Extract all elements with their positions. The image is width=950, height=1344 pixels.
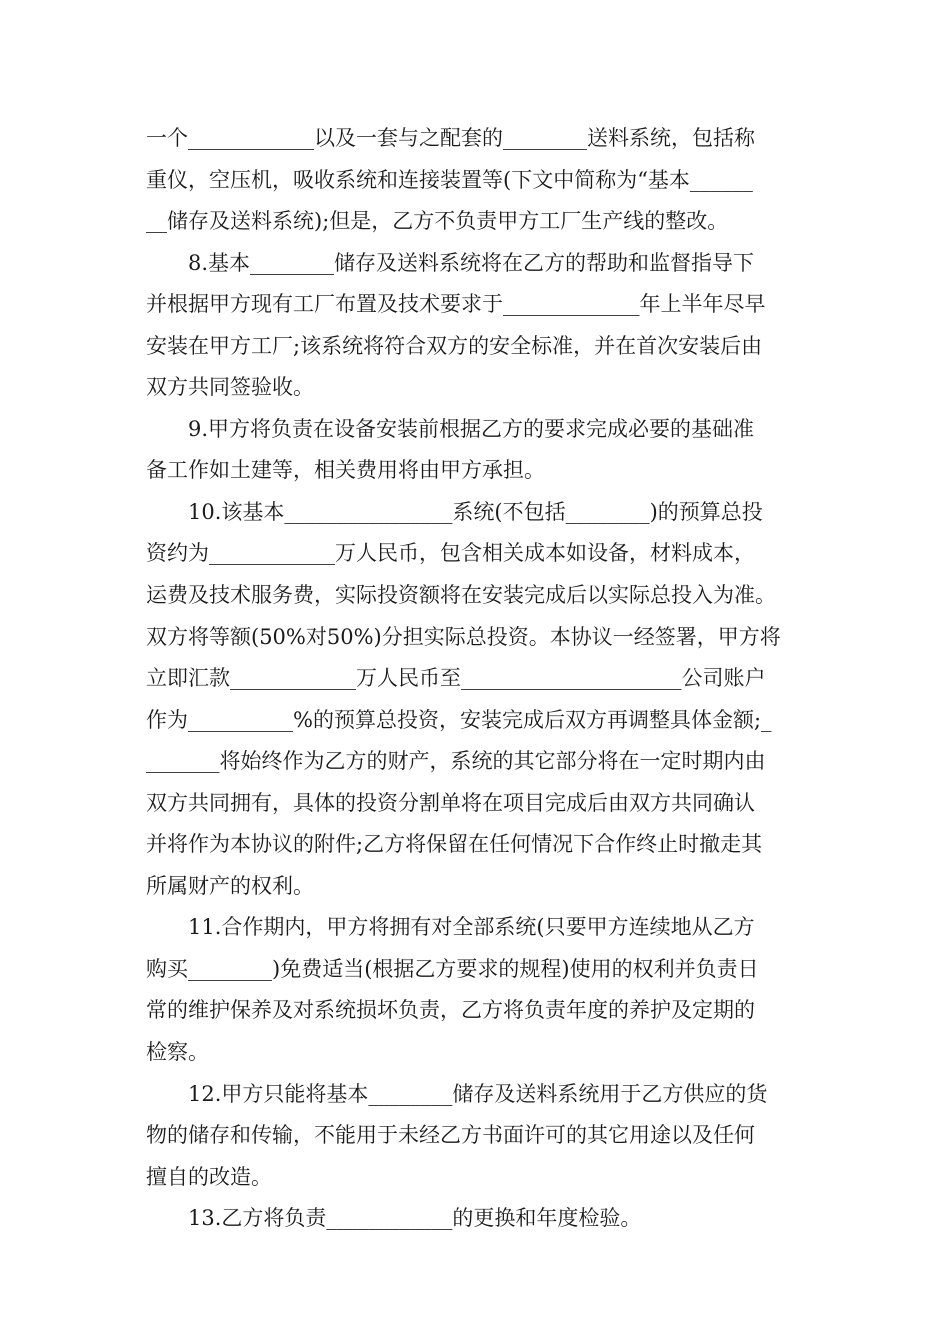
document-line: 11.合作期内，甲方将拥有对全部系统(只要甲方连续地从乙方 (188, 915, 755, 940)
document-line: 一个____________以及一套与之配套的________送料系统，包括称 (146, 126, 755, 150)
document-line: 资约为____________万人民币，包含相关成本如设备，材料成本， (146, 541, 755, 566)
document-line: 所属财产的权利。 (146, 873, 314, 898)
document-line: 检察。 (146, 1040, 209, 1065)
document-line: 作为__________%的预算总投资，安装完成后双方再调整具体金额;_ (146, 707, 772, 732)
document-body (146, 118, 836, 1240)
document-line: 9.甲方将负责在设备安装前根据乙方的要求完成必要的基础准 (188, 416, 755, 441)
document-line: 12.甲方只能将基本________储存及送料系统用于乙方供应的货 (188, 1081, 768, 1106)
document-line: 重仪，空压机，吸收系统和连接装置等(下文中简称为“基本______ (146, 167, 753, 192)
document-line: 安装在甲方工厂;该系统将符合双方的安全标准，并在首次安装后由 (146, 333, 763, 358)
document-line: 擅自的改造。 (146, 1164, 272, 1189)
document-line: 运费及技术服务费，实际投资额将在安装完成后以实际总投入为准。 (146, 583, 776, 608)
document-line: _______将始终作为乙方的财产，系统的其它部分将在一定时期内由 (146, 749, 766, 774)
document-line: 备工作如土建等，相关费用将由甲方承担。 (146, 458, 545, 483)
document-line: 双方将等额(50%对50%)分担实际总投资。本协议一经签署，甲方将 (146, 624, 781, 649)
document-line: 8.基本________储存及送料系统将在乙方的帮助和监督指导下 (188, 250, 755, 275)
document-line: 13.乙方将负责____________的更换和年度检验。 (188, 1206, 642, 1231)
document-line: 并根据甲方现有工厂布置及技术要求于_____________年上半年尽早 (146, 292, 766, 317)
document-line: 立即汇款____________万人民币至_____________________公司账户 (146, 666, 766, 691)
document-line: 10.该基本________________系统(不包括________)的预算总投 (188, 499, 763, 524)
document-line: 常的维护保养及对系统损坏负责，乙方将负责年度的养护及定期的 (146, 998, 755, 1023)
document-line: __储存及送料系统);但是，乙方不负责甲方工厂生产线的整改。 (146, 209, 729, 234)
document-line: 并将作为本协议的附件;乙方将保留在任何情况下合作终止时撤走其 (146, 832, 763, 857)
document-line: 双方共同签验收。 (146, 375, 314, 400)
document-line: 购买________)免费适当(根据乙方要求的规程)使用的权利并负责日 (146, 956, 759, 981)
document-line: 物的储存和传输，不能用于未经乙方书面许可的其它用途以及任何 (146, 1123, 755, 1148)
document-line: 双方共同拥有，具体的投资分割单将在项目完成后由双方共同确认 (146, 790, 755, 815)
